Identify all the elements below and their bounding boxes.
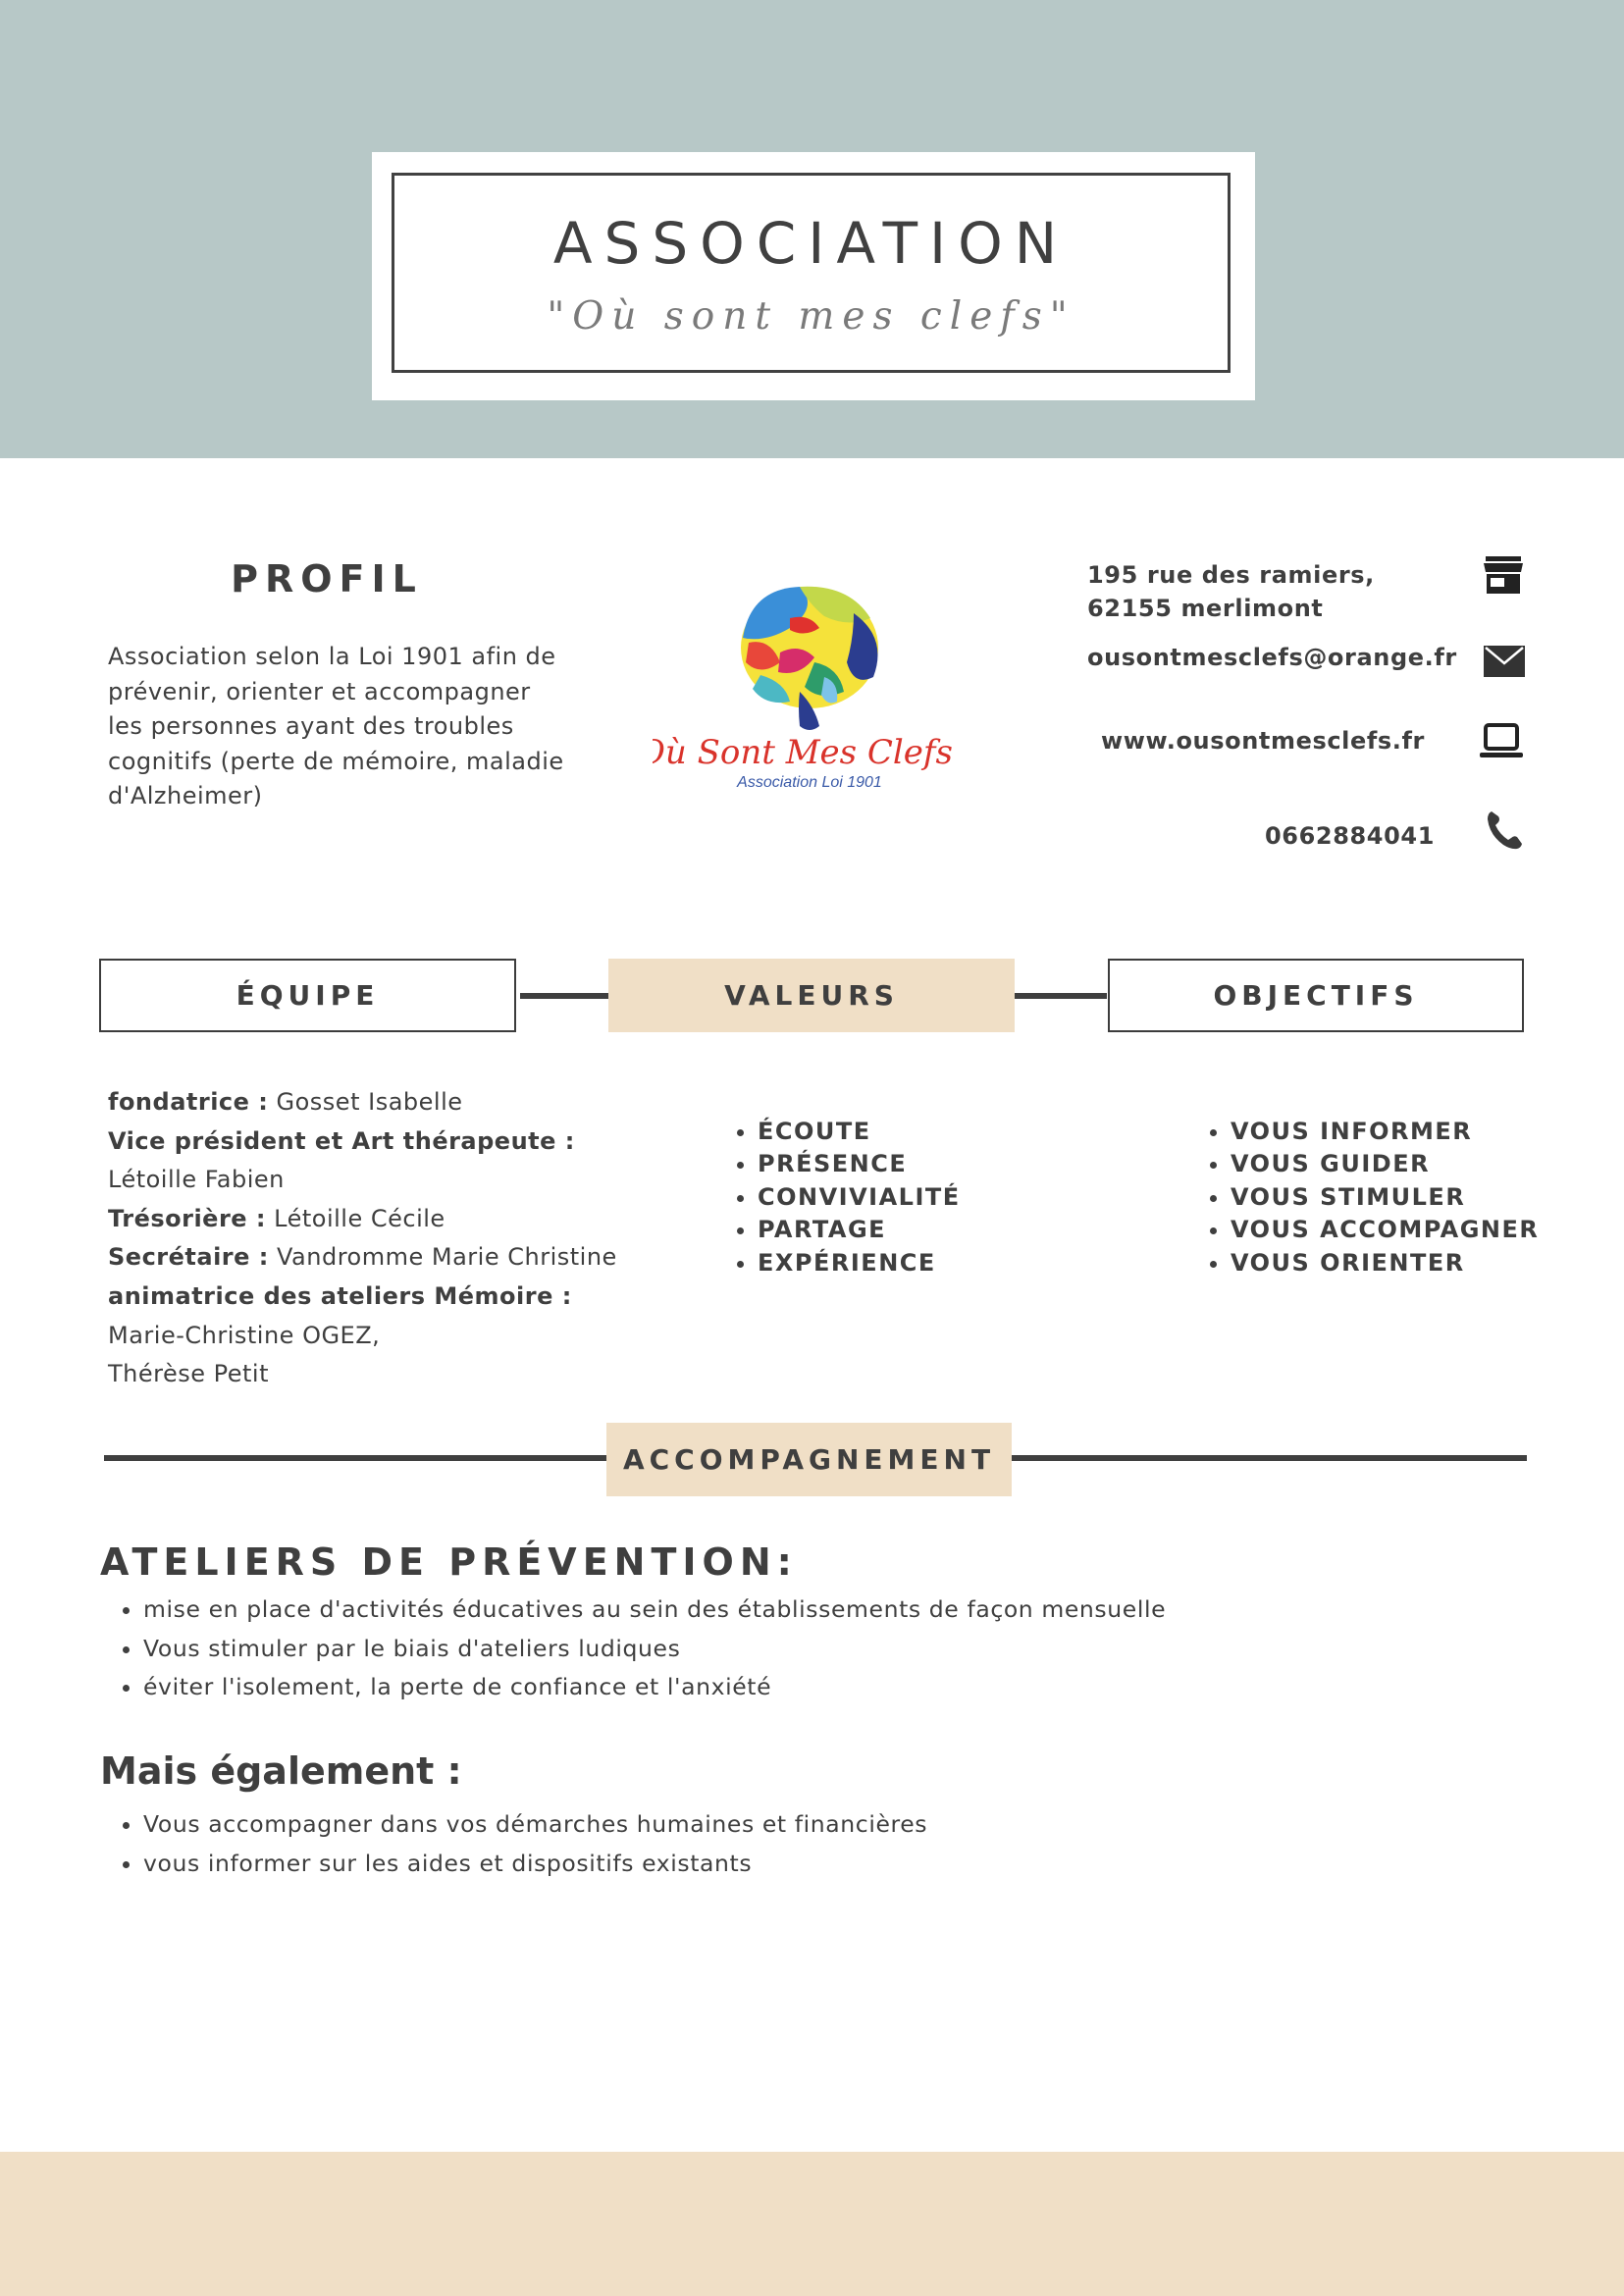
association-logo <box>653 569 967 795</box>
list-item: • CONVIVIALITÉ <box>758 1181 1111 1214</box>
mais-list <box>100 1805 1419 1883</box>
store-icon <box>1481 552 1526 598</box>
list-item: • mise en place d'activités éducatives au sein des établissements de façon mensuelle <box>143 1591 1419 1630</box>
accompagnement-heading: ACCOMPAGNEMENT <box>606 1423 1012 1496</box>
member-name: Thérèse Petit <box>108 1360 270 1388</box>
mais-heading: Mais également : <box>100 1749 462 1793</box>
equipe-member <box>108 1122 618 1162</box>
objectifs-list <box>1199 1116 1623 1279</box>
divider-line <box>1012 1455 1527 1461</box>
list-item: • vous informer sur les aides et dispositifs existants <box>143 1845 1419 1884</box>
phone-icon <box>1482 808 1527 853</box>
list-item: • VOUS GUIDER <box>1231 1148 1623 1180</box>
profil-heading: PROFIL <box>231 557 423 600</box>
member-role: Vice président et Art thérapeute : <box>108 1126 575 1155</box>
member-role: animatrice des ateliers Mémoire : <box>108 1281 572 1310</box>
member-name: Gosset Isabelle <box>268 1088 463 1116</box>
member-name: Létoille Fabien <box>108 1166 285 1194</box>
page-title: ASSOCIATION <box>552 210 1070 277</box>
list-item: • EXPÉRIENCE <box>758 1247 1111 1279</box>
equipe-member <box>108 1083 618 1122</box>
member-name: Marie-Christine OGEZ, <box>108 1321 381 1349</box>
member-role: Trésorière : <box>108 1204 267 1232</box>
brain-logo-image <box>653 569 967 795</box>
list-item: • PARTAGE <box>758 1214 1111 1246</box>
contact-email[interactable]: ousontmesclefs@orange.fr <box>1087 644 1457 671</box>
laptop-icon <box>1479 720 1524 765</box>
contact-phone[interactable]: 0662884041 <box>1265 822 1435 850</box>
list-item: • VOUS INFORMER <box>1231 1116 1623 1148</box>
contact-website[interactable]: www.ousontmesclefs.fr <box>1100 727 1425 755</box>
footer-band <box>0 2152 1624 2296</box>
list-item: • PRÉSENCE <box>758 1148 1111 1180</box>
equipe-list <box>108 1083 618 1394</box>
member-name: Létoille Cécile <box>266 1204 445 1232</box>
equipe-heading: ÉQUIPE <box>99 959 516 1032</box>
logo-caption: Association Loi 1901 <box>737 774 882 791</box>
list-item: • Vous stimuler par le biais d'ateliers ludiques <box>143 1630 1419 1669</box>
valeurs-heading: VALEURS <box>608 959 1015 1032</box>
member-role: fondatrice : <box>108 1088 269 1116</box>
list-item: • VOUS ACCOMPAGNER <box>1231 1214 1623 1246</box>
valeurs-list <box>726 1116 1111 1279</box>
page-subtitle: "Où sont mes clefs" <box>547 294 1075 339</box>
list-item: • Vous accompagner dans vos démarches humaines et financières <box>143 1805 1419 1845</box>
list-item: • VOUS STIMULER <box>1231 1181 1623 1214</box>
connector-line <box>520 993 608 999</box>
ateliers-heading: ATELIERS DE PRÉVENTION: <box>100 1540 798 1584</box>
list-item: • VOUS ORIENTER <box>1231 1247 1623 1279</box>
contact-address: 195 rue des ramiers, 62155 merlimont <box>1087 561 1375 622</box>
member-role: Secrétaire : <box>108 1243 269 1272</box>
ateliers-list <box>100 1591 1419 1707</box>
profil-description: Association selon la Loi 1901 afin de prévenir, orienter et accompagner les personnes ayant des troubles cognitifs (perte de mémoire, maladie d'Alzheimer) <box>108 643 564 809</box>
objectifs-heading: OBJECTIFS <box>1108 959 1524 1032</box>
equipe-member <box>108 1238 618 1278</box>
list-item: • éviter l'isolement, la perte de confiance et l'anxiété <box>143 1668 1419 1707</box>
connector-line <box>1015 993 1107 999</box>
equipe-member <box>108 1278 618 1317</box>
member-name: Vandromme Marie Christine <box>268 1243 617 1272</box>
divider-line <box>104 1455 607 1461</box>
equipe-member <box>108 1200 618 1239</box>
list-item: • ÉCOUTE <box>758 1116 1111 1148</box>
mail-icon <box>1482 640 1527 685</box>
logo-text: Où Sont Mes Clefs ? <box>653 733 967 772</box>
